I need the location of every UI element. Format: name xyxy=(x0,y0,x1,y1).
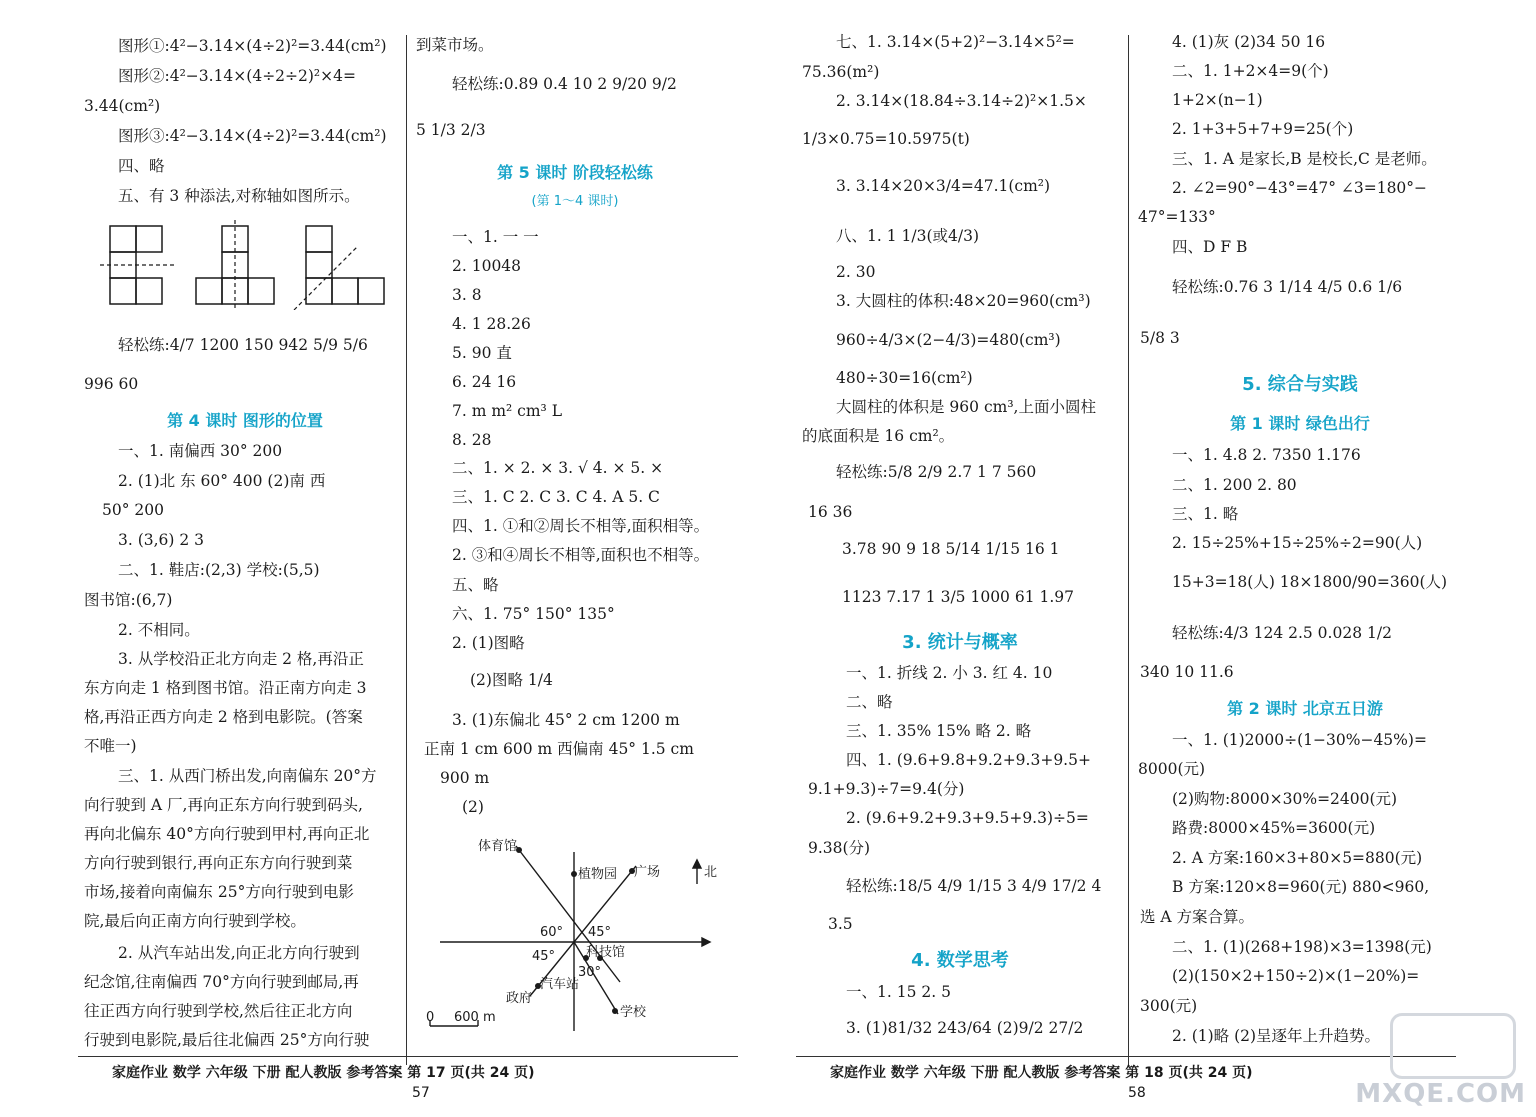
lesson-5-heading: 第 5 课时 阶段轻松练 xyxy=(497,163,653,182)
lesson-1-heading: 第 1 课时 绿色出行 xyxy=(1230,414,1370,433)
answer-line: 八、1. 1 1/3(或4/3) xyxy=(836,227,979,245)
map-label: 45° xyxy=(532,949,556,964)
answer-line: 3.5 xyxy=(828,915,853,933)
answer-line: 四、1. ①和②周长不相等,面积相等。 xyxy=(452,517,710,535)
answer-line: 15+3=18(人) 18×1800/90=360(人) xyxy=(1172,573,1448,591)
answer-line: 二、1. 鞋店:(2,3) 学校:(5,5) xyxy=(118,561,320,579)
watermark: MXQE.COM xyxy=(1355,1079,1526,1109)
answer-line: 二、1. (1)(268+198)×3=1398(元) xyxy=(1172,938,1432,956)
answer-line: 2. (1)北 东 60° 400 (2)南 西 xyxy=(118,472,326,490)
answer-line: 五、略 xyxy=(452,576,499,594)
answer-line: 图书馆:(6,7) xyxy=(84,591,173,609)
answer-line: 轻松练:18/5 4/9 1/15 3 4/9 17/2 4 xyxy=(846,877,1102,895)
answer-line: 5/8 3 xyxy=(1140,329,1180,347)
answer-line: 900 m xyxy=(440,769,490,787)
answer-line: (2)图略 1/4 xyxy=(470,671,553,689)
answer-line: 图形①:4²−3.14×(4÷2)²=3.44(cm²) xyxy=(118,37,387,55)
answer-line: 选 A 方案合算。 xyxy=(1140,908,1255,926)
answer-line: 大圆柱的体积是 960 cm³,上面小圆柱 xyxy=(836,398,1096,416)
map-label: 北 xyxy=(704,865,718,880)
answer-line: 轻松练:4/3 124 2.5 0.028 1/2 xyxy=(1172,624,1392,642)
answer-line: 960÷4/3×(2−4/3)=480(cm³) xyxy=(836,331,1061,349)
answer-line: 轻松练:0.76 3 1/14 4/5 0.6 1/6 xyxy=(1172,278,1403,296)
answer-line: 996 60 xyxy=(84,375,139,393)
unit-5-heading: 5. 综合与实践 xyxy=(1242,374,1358,395)
map-label: 科技馆 xyxy=(586,945,626,960)
map-label: 学校 xyxy=(620,1005,647,1020)
answer-line: 6. 24 16 xyxy=(452,373,517,391)
map-label: 45° xyxy=(588,925,612,940)
answer-line: 2. (9.6+9.2+9.3+9.5+9.3)÷5= xyxy=(846,809,1089,827)
answer-line: 二、1. × 2. × 3. √ 4. × 5. × xyxy=(452,459,664,477)
answer-line: 300(元) xyxy=(1140,997,1198,1015)
answer-line: 路费:8000×45%=3600(元) xyxy=(1172,819,1376,837)
scale-label: 600 m xyxy=(454,1010,496,1025)
page-number-left: 57 xyxy=(412,1085,430,1101)
answer-line: 1123 7.17 1 3/5 1000 61 1.97 xyxy=(842,588,1075,606)
footer-rule-right xyxy=(796,1056,1456,1057)
answer-line: 方向行驶到银行,再向正东方向行驶到菜 xyxy=(84,854,353,872)
symmetry-figures xyxy=(96,220,396,310)
answer-line: 3.44(cm²) xyxy=(84,97,161,115)
answer-line: 3. (1)81/32 243/64 (2)9/2 27/2 xyxy=(846,1019,1084,1037)
answer-line: 2. 3.14×(18.84÷3.14÷2)²×1.5× xyxy=(836,92,1087,110)
answer-line: 三、1. C 2. C 3. C 4. A 5. C xyxy=(452,488,660,506)
answer-line: 2. 从汽车站出发,向正北方向行驶到 xyxy=(118,944,360,962)
map-label: 30° xyxy=(578,965,602,980)
answer-line: 正南 1 cm 600 m 西偏南 45° 1.5 cm xyxy=(424,740,694,758)
answer-line: 再向北偏东 40°方向行驶到甲村,再向正北 xyxy=(84,825,370,843)
lesson-5-subheading: (第 1～4 课时) xyxy=(531,194,619,209)
answer-line: 3. 3.14×20×3/4=47.1(cm²) xyxy=(836,177,1051,195)
answer-line: 市场,接着向南偏东 25°方向行驶到电影 xyxy=(84,883,354,901)
answer-line: 47°=133° xyxy=(1138,208,1216,226)
answer-line: 四、略 xyxy=(118,157,165,175)
answer-line: 340 10 11.6 xyxy=(1140,663,1234,681)
answer-line: B 方案:120×8=960(元) 880<960, xyxy=(1172,878,1430,896)
answer-line: 9.1+9.3)÷7=9.4(分) xyxy=(808,780,965,798)
answer-line: 3. 大圆柱的体积:48×20=960(cm³) xyxy=(836,292,1091,310)
answer-line: 3. (1)东偏北 45° 2 cm 1200 m xyxy=(452,711,680,729)
answer-line: 纪念馆,往南偏西 70°方向行驶到邮局,再 xyxy=(84,973,359,991)
answer-line: 2. 30 xyxy=(836,263,876,281)
answer-line: 1+2×(n−1) xyxy=(1172,91,1263,109)
map-label: 植物园 xyxy=(578,867,618,882)
answer-line: 2. 15÷25%+15÷25%÷2=90(人) xyxy=(1172,534,1423,552)
answer-line: 二、1. 200 2. 80 xyxy=(1172,476,1297,494)
answer-line: 图形③:4²−3.14×(4÷2)²=3.44(cm²) xyxy=(118,127,387,145)
map-label: 汽车站 xyxy=(540,977,580,992)
answer-line: 一、1. 15 2. 5 xyxy=(846,983,951,1001)
answer-line: 8. 28 xyxy=(452,431,492,449)
answer-line: 五、有 3 种添法,对称轴如图所示。 xyxy=(118,187,360,205)
answer-line: 2. ∠2=90°−43°=47° ∠3=180°− xyxy=(1172,179,1428,197)
answer-line: 4. 1 28.26 xyxy=(452,315,531,333)
answer-line: 7. m m² cm³ L xyxy=(452,402,562,420)
answer-line: 3. (3,6) 2 3 xyxy=(118,531,205,549)
answer-line: 2. ③和④周长不相等,面积也不相等。 xyxy=(452,546,710,564)
answer-line: 一、1. 一 一 xyxy=(452,228,539,246)
answer-line: 三、1. A 是家长,B 是校长,C 是老师。 xyxy=(1172,150,1437,168)
answer-line: 1/3×0.75=10.5975(t) xyxy=(802,130,970,148)
answer-line: 5. 90 直 xyxy=(452,344,512,362)
direction-map xyxy=(420,826,740,1036)
answer-line: 2. 1+3+5+7+9=25(个) xyxy=(1172,120,1354,138)
map-label: 60° xyxy=(540,925,564,940)
answer-line: 2. (1)图略 xyxy=(452,634,525,652)
answer-line: 4. (1)灰 (2)34 50 16 xyxy=(1172,33,1326,51)
lesson-2-heading: 第 2 课时 北京五日游 xyxy=(1227,699,1383,718)
answer-line: 2. 10048 xyxy=(452,257,522,275)
answer-line: 院,最后向正南方向行驶到学校。 xyxy=(84,912,306,930)
answer-line: 3. 8 xyxy=(452,286,482,304)
answer-line: 9.38(分) xyxy=(808,839,871,857)
answer-line: 75.36(m²) xyxy=(802,63,880,81)
answer-line: 一、1. 折线 2. 小 3. 红 4. 10 xyxy=(846,664,1053,682)
footer-left: 家庭作业 数学 六年级 下册 配人教版 参考答案 第 17 页(共 24 页) xyxy=(112,1065,535,1081)
answer-line: 往正西方向行驶到学校,然后往正北方向 xyxy=(84,1002,353,1020)
answer-line: 四、1. (9.6+9.8+9.2+9.3+9.5+ xyxy=(846,751,1091,769)
lesson-4-heading: 第 4 课时 图形的位置 xyxy=(167,411,323,430)
unit-4-heading: 4. 数学思考 xyxy=(911,950,1009,971)
answer-line: 向行驶到 A 厂,再向正东方向行驶到码头, xyxy=(84,796,363,814)
answer-line: 到菜市场。 xyxy=(416,36,494,54)
answer-line: 六、1. 75° 150° 135° xyxy=(452,605,615,623)
page-number-right: 58 xyxy=(1128,1085,1146,1101)
footer-right: 家庭作业 数学 六年级 下册 配人教版 参考答案 第 18 页(共 24 页) xyxy=(830,1065,1253,1081)
answer-line: 二、略 xyxy=(846,693,893,711)
map-label: 广场 xyxy=(634,865,661,880)
answer-line: 5 1/3 2/3 xyxy=(416,121,486,139)
answer-line: 轻松练:0.89 0.4 10 2 9/20 9/2 xyxy=(452,75,677,93)
answer-line: 3.78 90 9 18 5/14 1/15 16 1 xyxy=(842,540,1060,558)
answer-line: 不唯一) xyxy=(84,737,137,755)
answer-line: 轻松练:4/7 1200 150 942 5/9 5/6 xyxy=(118,336,368,354)
column-rule-right xyxy=(1128,35,1129,1065)
watermark-logo xyxy=(1390,1013,1516,1079)
scale-label: 0 xyxy=(426,1010,435,1025)
answer-line: 二、1. 1+2×4=9(个) xyxy=(1172,62,1329,80)
answer-line: 一、1. 4.8 2. 7350 1.176 xyxy=(1172,446,1361,464)
answer-line: 三、1. 35% 15% 略 2. 略 xyxy=(846,722,1032,740)
answer-line: 16 36 xyxy=(808,503,853,521)
answer-line: 格,再沿正西方向走 2 格到电影院。(答案 xyxy=(84,708,363,726)
answer-line: 2. (1)略 (2)呈逐年上升趋势。 xyxy=(1172,1027,1381,1045)
answer-line: 3. 从学校沿正北方向走 2 格,再沿正 xyxy=(118,650,364,668)
answer-line: 轻松练:5/8 2/9 2.7 1 7 560 xyxy=(836,463,1037,481)
answer-line: 2. 不相同。 xyxy=(118,621,200,639)
answer-line: 一、1. 南偏西 30° 200 xyxy=(118,442,283,460)
answer-line: 七、1. 3.14×(5+2)²−3.14×5²= xyxy=(836,33,1075,51)
answer-line: (2) xyxy=(462,798,484,816)
answer-line: 图形②:4²−3.14×(4÷2÷2)²×4= xyxy=(118,67,356,85)
answer-line: 三、1. 从西门桥出发,向南偏东 20°方 xyxy=(118,767,377,785)
answer-line: 三、1. 略 xyxy=(1172,505,1239,523)
unit-3-heading: 3. 统计与概率 xyxy=(902,632,1018,653)
footer-rule-left xyxy=(78,1056,738,1057)
answer-line: 行驶到电影院,最后往北偏西 25°方向行驶 xyxy=(84,1031,370,1049)
answer-line: 50° 200 xyxy=(102,501,164,519)
answer-line: 480÷30=16(cm²) xyxy=(836,369,973,387)
answer-line: 一、1. (1)2000÷(1−30%−45%)= xyxy=(1172,731,1427,749)
column-rule-left xyxy=(406,35,407,1065)
answer-line: (2)购物:8000×30%=2400(元) xyxy=(1172,790,1398,808)
answer-line: 2. A 方案:160×3+80×5=880(元) xyxy=(1172,849,1423,867)
map-label: 政府 xyxy=(506,991,533,1006)
answer-line: (2)(150×2+150÷2)×(1−20%)= xyxy=(1172,967,1420,985)
map-label: 体育馆 xyxy=(478,839,518,854)
answer-line: 的底面积是 16 cm²。 xyxy=(802,427,955,445)
answer-line: 东方向走 1 格到图书馆。沿正南方向走 3 xyxy=(84,679,367,697)
answer-line: 四、D F B xyxy=(1172,238,1248,256)
answer-line: 8000(元) xyxy=(1138,760,1206,778)
